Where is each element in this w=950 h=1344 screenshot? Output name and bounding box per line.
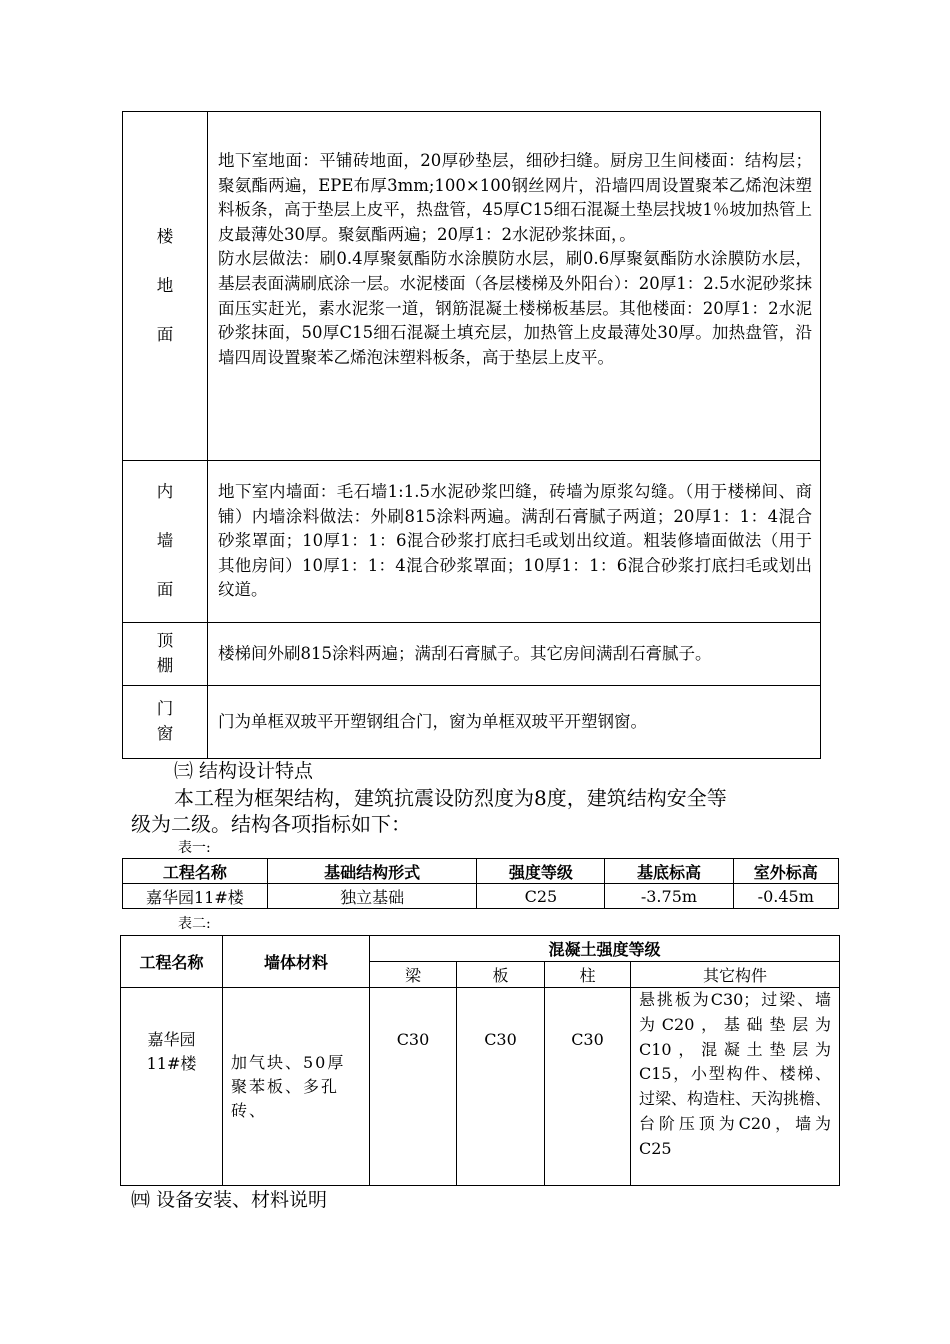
row-text-inner-wall: 地下室内墙面：毛石墙1:1.5水泥砂浆凹缝，砖墙为原浆勾缝。（用于楼梯间、商铺）内墙涂料做法：外刷815涂料两遍。满刮石膏腻子两道；20厚1：1：4混合砂浆罩面；10厚1：1：6混合砂浆打底扫毛或划出纹道。粗装修墙面做法（用于其他房间）10厚1：1：4混合砂浆罩面；10厚1：1：6混合砂浆打底扫毛或划出纹道。 <box>208 461 821 623</box>
table2-header-row <box>121 936 840 962</box>
t1-cell-foundation: 独立基础 <box>267 884 477 909</box>
label-char: 门 <box>156 699 174 719</box>
t2-cell-slab: C30 <box>457 988 545 1186</box>
label-char: 棚 <box>156 656 174 675</box>
t2-cell-name <box>121 988 223 1186</box>
floor-text-2: 防水层做法：刷0.4厚聚氨酯防水涂膜防水层，刷0.6厚聚氨酯防水涂膜防水层，基层表面满刷底涂一层。水泥楼面（各层楼梯及外阳台）：20厚1：2.5水泥砂浆抹面压实赶光，素水泥浆一道，钢筋混凝土楼梯板基层。其他楼面：20厚1：2水泥砂浆抹面，50厚C15细石混凝土填充层，加热管上皮最薄处30厚。加热盘管，沿墙四周设置聚苯乙烯泡沫塑料板条，高于垫层上皮平。 <box>218 249 812 367</box>
t2-cell-beam: C30 <box>370 988 457 1186</box>
row-text-doors-windows: 门为单框双玻平开塑钢组合门，窗为单框双玻平开塑钢窗。 <box>208 686 821 759</box>
section3-body-line1: 本工程为框架结构，建筑抗震设防烈度为8度，建筑结构安全等 <box>174 786 727 810</box>
t1-cell-name: 嘉华园11#楼 <box>123 884 268 909</box>
t2-header-column: 柱 <box>545 962 631 988</box>
table-row <box>123 686 821 759</box>
t2-name-line1: 嘉华园 <box>147 1030 196 1049</box>
row-text-floor <box>208 112 821 461</box>
section3-body-line2: 级为二级。结构各项指标如下： <box>131 812 411 836</box>
label-char: 墙 <box>156 531 174 551</box>
table1-caption: 表一: <box>178 840 211 856</box>
t1-header-name: 工程名称 <box>123 859 268 884</box>
row-label-ceiling <box>123 623 208 686</box>
t2-header-slab: 板 <box>457 962 545 988</box>
t2-cell-column: C30 <box>545 988 631 1186</box>
table-row <box>123 112 821 461</box>
t2-cell-other: 悬挑板为C30；过梁、墙为C20，基础垫层为C10，混凝土垫层为C15，小型构件、楼梯、过梁、构造柱、天沟挑檐、台阶压顶为C20，墙为C25 <box>631 988 840 1186</box>
t1-header-strength: 强度等级 <box>477 859 605 884</box>
label-char: 面 <box>156 324 174 344</box>
table-row <box>123 884 839 909</box>
label-char: 面 <box>156 580 174 600</box>
label-char: 地 <box>156 275 174 295</box>
table1-header-row <box>123 859 839 884</box>
label-char: 顶 <box>156 631 174 651</box>
section4-heading: ㈣ 设备安装、材料说明 <box>131 1189 328 1211</box>
t2-header-beam: 梁 <box>370 962 457 988</box>
t2-cell-wall: 加气块、50厚聚苯板、多孔砖、 <box>223 988 370 1186</box>
label-char: 窗 <box>156 724 174 743</box>
row-label-doors-windows <box>123 686 208 759</box>
label-char: 内 <box>156 482 174 502</box>
table2-caption: 表二: <box>178 916 211 932</box>
table-row <box>121 988 840 1186</box>
t2-header-wall: 墙体材料 <box>223 936 370 988</box>
finishes-table <box>122 111 821 759</box>
t2-header-other: 其它构件 <box>631 962 840 988</box>
t1-header-outdoor-elev: 室外标高 <box>733 859 838 884</box>
floor-text-1: 地下室地面：平铺砖地面，20厚砂垫层，细砂扫缝。厨房卫生间楼面：结构层；聚氨酯两遍，EPE布厚3mm;100×100钢丝网片，沿墙四周设置聚苯乙烯泡沫塑料板条，高于垫层上皮平，热盘管，45厚C15细石混凝土垫层找坡1％坡加热管上皮最薄处30厚。聚氨酯两遍；20厚1：2水泥砂浆抹面，。 <box>218 151 812 244</box>
row-label-inner-wall <box>123 461 208 623</box>
t2-name-line2: 11#楼 <box>146 1054 197 1073</box>
t1-cell-outdoor-elev: -0.45m <box>733 884 838 909</box>
t1-cell-base-elev: -3.75m <box>605 884 733 909</box>
t2-header-concrete: 混凝土强度等级 <box>370 936 840 962</box>
table-row <box>123 461 821 623</box>
t1-header-base-elev: 基底标高 <box>605 859 733 884</box>
t1-header-foundation: 基础结构形式 <box>267 859 477 884</box>
label-char: 楼 <box>156 226 174 246</box>
row-label-floor <box>123 112 208 461</box>
t1-cell-strength: C25 <box>477 884 605 909</box>
table-row <box>123 623 821 686</box>
table1 <box>122 858 839 909</box>
table2 <box>120 935 840 1186</box>
t2-header-name: 工程名称 <box>121 936 223 988</box>
section3-heading: ㈢ 结构设计特点 <box>174 760 314 782</box>
row-text-ceiling: 楼梯间外刷815涂料两遍；满刮石膏腻子。其它房间满刮石膏腻子。 <box>208 623 821 686</box>
